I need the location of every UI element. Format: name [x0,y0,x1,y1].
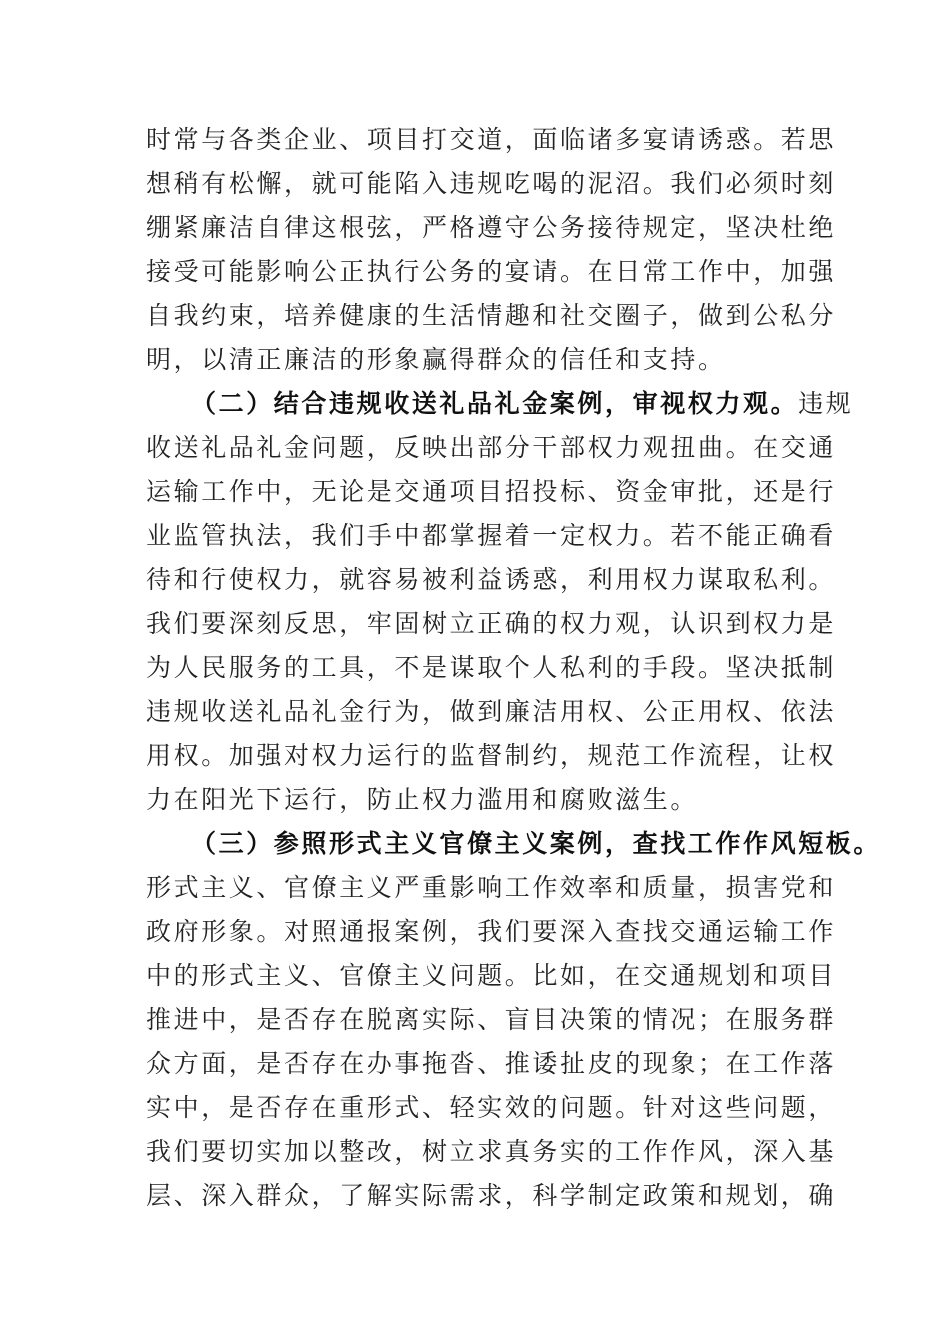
paragraph-3-first-line [146,822,882,866]
text-line: 业监管执法，我们手中都掌握着一定权力。若不能正确看 [146,521,837,550]
section-heading-3: （三）参照形式主义官僚主义案例，查找工作作风短板。 [191,829,882,858]
paragraph-3 [146,822,882,1218]
text-line: 层、深入群众，了解实际需求，科学制定政策和规划，确 [146,1181,837,1210]
text-line: 用权。加强对权力运行的监督制约，规范工作流程，让权 [146,741,837,770]
text-span: 违规 [798,389,854,418]
text-line: 为人民服务的工具，不是谋取个人私利的手段。坚决抵制 [146,653,837,682]
text-line: 我们要切实加以整改，树立求真务实的工作作风，深入基 [146,1137,837,1166]
text-line: 政府形象。对照通报案例，我们要深入查找交通运输工作 [146,917,837,946]
text-line: 众方面，是否存在办事拖沓、推诿扯皮的现象；在工作落 [146,1049,837,1078]
text-line: 自我约束，培养健康的生活情趣和社交圈子，做到公私分 [146,301,837,330]
text-line: 中的形式主义、官僚主义问题。比如，在交通规划和项目 [146,961,837,990]
section-heading-2: （二）结合违规收送礼品礼金案例，审视权力观。 [191,389,799,418]
text-line: 实中，是否存在重形式、轻实效的问题。针对这些问题， [146,1093,837,1122]
text-line: 我们要深刻反思，牢固树立正确的权力观，认识到权力是 [146,609,837,638]
text-line: 推进中，是否存在脱离实际、盲目决策的情况；在服务群 [146,1005,837,1034]
text-line: 接受可能影响公正执行公务的宴请。在日常工作中，加强 [146,257,837,286]
text-line: 形式主义、官僚主义严重影响工作效率和质量，损害党和 [146,873,837,902]
paragraph-1 [146,118,837,382]
text-line: 绷紧廉洁自律这根弦，严格遵守公务接待规定，坚决杜绝 [146,213,837,242]
text-line: 力在阳光下运行，防止权力滥用和腐败滋生。 [146,785,699,814]
text-line: 违规收送礼品礼金行为，做到廉洁用权、公正用权、依法 [146,697,837,726]
text-line: 待和行使权力，就容易被利益诱惑，利用权力谋取私利。 [146,565,837,594]
document-body [146,118,882,1218]
text-line: 时常与各类企业、项目打交道，面临诸多宴请诱惑。若思 [146,125,837,154]
text-line: 明，以清正廉洁的形象赢得群众的信任和支持。 [146,345,726,374]
text-line: 收送礼品礼金问题，反映出部分干部权力观扭曲。在交通 [146,433,837,462]
paragraph-2 [146,382,854,822]
text-line: 运输工作中，无论是交通项目招投标、资金审批，还是行 [146,477,837,506]
paragraph-2-first-line [146,382,854,426]
text-line: 想稍有松懈，就可能陷入违规吃喝的泥沼。我们必须时刻 [146,169,837,198]
